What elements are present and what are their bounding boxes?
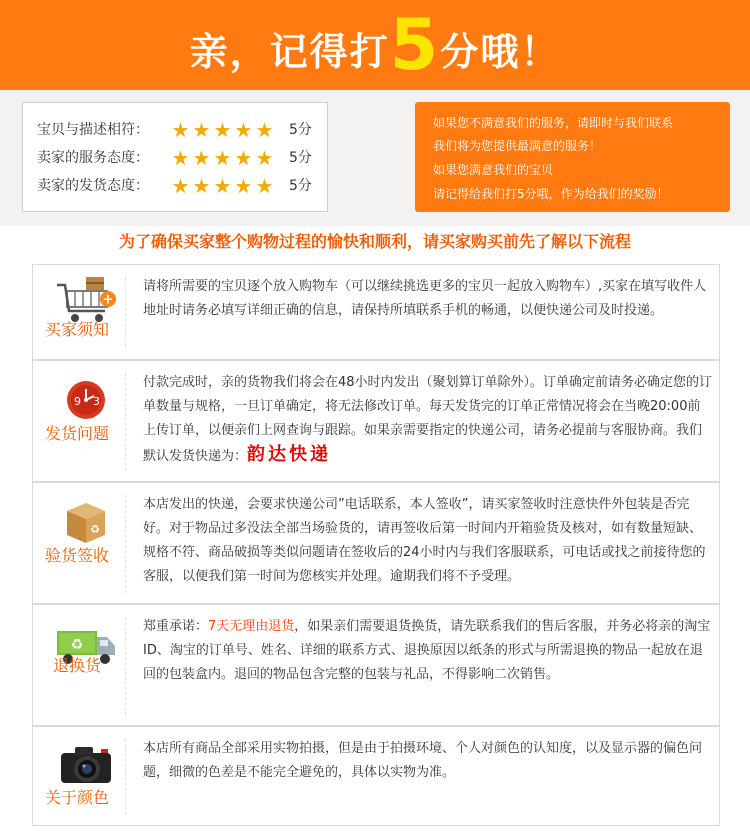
banner-title [0,0,750,90]
star-rating [170,146,276,170]
section-buyer-notice [32,264,720,360]
section-color [32,726,720,826]
section-inspection [32,482,720,604]
star-icon: ★ [255,174,274,198]
notice-line: 如果您不满意我们的服务，请即时与我们联系 [433,116,674,130]
star-icon: ★ [192,174,211,198]
default-courier: 韵达快递 [247,444,332,465]
section-label: 买家须知 [44,320,109,339]
star-rating [170,174,276,198]
star-icon: ★ [171,174,190,198]
star-icon: ★ [192,118,211,142]
svg-text:9: 9 [74,395,81,408]
star-icon: ★ [234,174,253,198]
rating-box [22,102,328,212]
divider [125,495,126,593]
section-text: 本店发出的快递，会要求快递公司”电话联系，本人签收”，请买家签收时注意快件外包装是否完好。对于物品过多没法全部当场验货的，请再签收后第一时间内开箱验货及核对，如有数量短缺、规格不符、商品破损等类似问题请在签收后的24小时内与我们客服联系，可电话或找之前接待您的客服，以便我们第一时间为您核实并处理。逾期我们将不予受理。 [143,497,706,584]
section-label: 验货签收 [44,546,109,565]
rating-label: 宝贝与描述相符： [37,122,149,138]
returns-text: ，如果亲们需要退货换货，请先联系我们的售后客服，并务必将亲的淘宝ID、淘宝的订单号、姓名、详细的联系方式、退换原因以纸条的形式与所需退换的物品一起放在退回的包装盒内。退回的物品包含完整的包装与礼品，不得影响二次销售。 [143,619,711,682]
banner-prefix: 亲，记得打 [189,30,390,74]
section-text: 请将所需要的宝贝逐个放入购物车（可以继续挑选更多的宝贝一起放入购物车）,买家在填写收件人地址时请务必填写详细正确的信息，请保持所填联系手机的畅通，以便快递公司及时投递。 [143,279,707,318]
returns-prefix: 郑重承诺： [143,619,209,634]
divider [125,277,126,347]
rating-score: 5分 [289,122,312,138]
shopping-cart-icon [53,275,119,325]
star-icon: ★ [234,118,253,142]
clock-icon [53,375,119,425]
star-icon: ★ [171,118,190,142]
section-text [143,615,713,687]
star-icon: ★ [213,146,232,170]
star-icon: ★ [171,146,190,170]
section-text [143,371,713,469]
notice-line: 请记得给我们打5分哦，作为给我们的奖励！ [433,187,669,201]
svg-text:♻: ♻ [90,523,100,536]
banner-suffix: 分哦！ [440,30,561,74]
svg-text:+: + [102,292,114,308]
rating-label: 卖家的服务态度： [37,150,149,166]
divider [125,373,126,471]
section-label: 发货问题 [44,424,109,443]
section-shipping [32,360,720,482]
svg-text:3: 3 [93,395,100,408]
rating-score: 5分 [289,178,312,194]
rating-label: 卖家的发货态度： [37,178,149,194]
shipping-text: 付款完成时，亲的货物我们将会在48小时内发出（聚划算订单除外）。订单确定前请务必确定您的订单数量与规格，一旦订单确定，将无法修改订单。每天发货完的订单正常情况将会在当晚20:00前上传订单，以便亲们上网查询与跟踪。如果亲需要指定的快递公司，请务必提前与客服协商。我们默认发货快递为： [143,375,713,464]
flow-heading: 为了确保买家整个购物过程的愉快和顺利，请买家购买前先了解以下流程 [118,232,631,251]
rating-score: 5分 [289,150,312,166]
notice-line: 我们将为您提供最满意的服务！ [433,139,602,153]
notice-box [415,102,730,212]
star-rating [170,118,276,142]
divider [125,739,126,815]
section-label: 关于颜色 [44,788,109,807]
section-returns [32,604,720,726]
star-icon: ★ [255,118,274,142]
box-icon [53,497,119,547]
svg-text:♻: ♻ [70,637,84,653]
star-icon: ★ [213,118,232,142]
camera-icon [53,739,119,789]
star-icon: ★ [213,174,232,198]
divider [125,617,126,715]
banner-number: 5 [389,4,441,86]
star-icon: ★ [234,146,253,170]
returns-highlight: 7天无理由退货 [208,619,295,634]
star-icon: ★ [192,146,211,170]
star-icon: ★ [255,146,274,170]
notice-line: 如果您满意我们的宝贝 [433,163,554,177]
section-text: 本店所有商品全部采用实物拍摄，但是由于拍摄环境、个人对颜色的认知度，以及显示器的偏色问题，细微的色差是不能完全避免的，具体以实物为准。 [143,741,703,780]
section-label: 退换货 [52,656,101,675]
